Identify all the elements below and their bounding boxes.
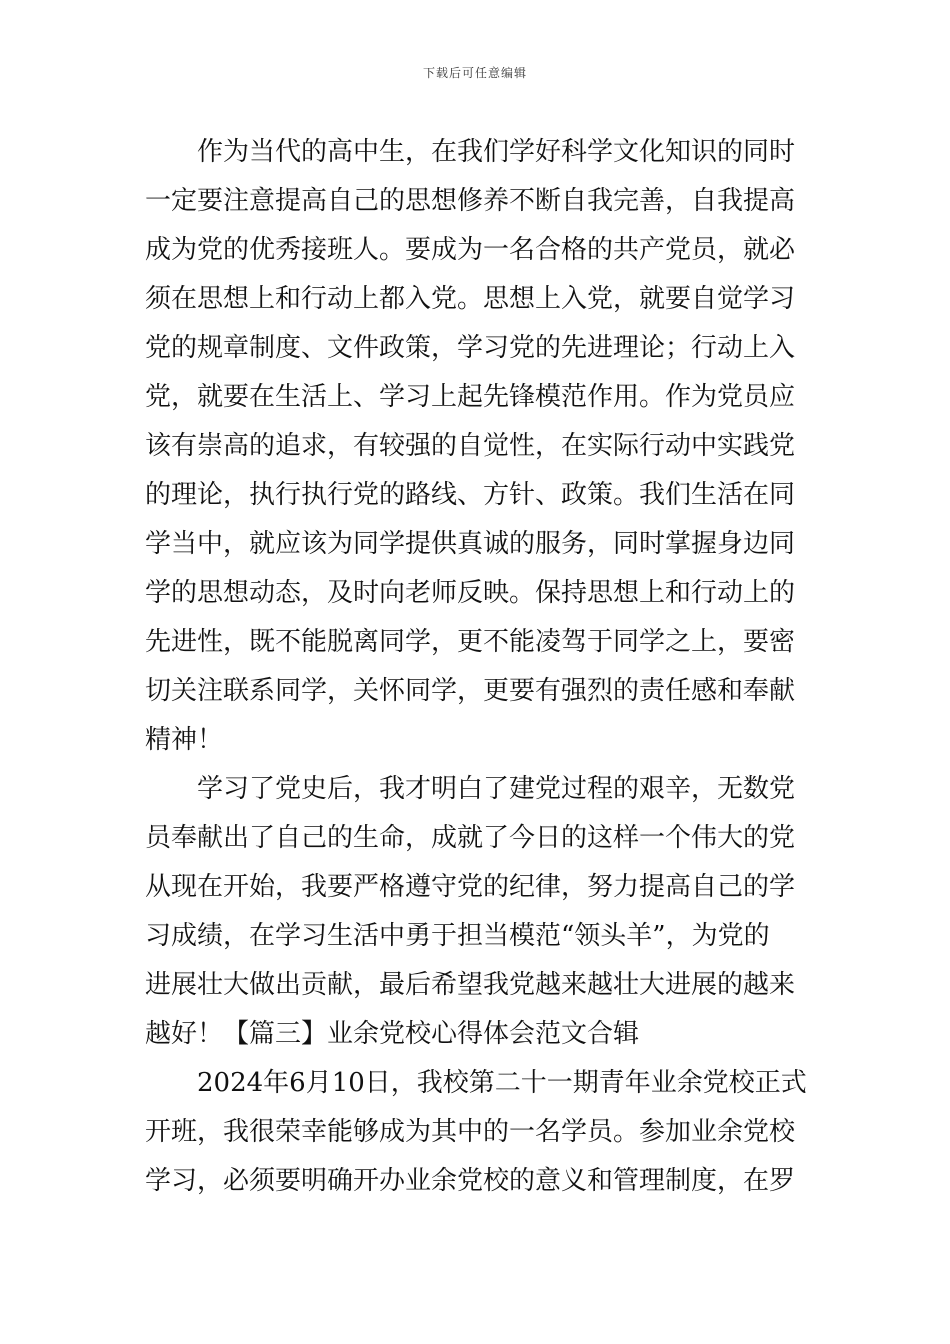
text-line: 成为党的优秀接班人。要成为一名合格的共产党员，就必 (145, 235, 796, 265)
text-line: 从现在开始，我要严格遵守党的纪律，努力提高自己的学 (145, 872, 796, 902)
body-text (145, 128, 810, 1206)
text-line: 学当中，就应该为同学提供真诚的服务，同时掌握身边同 (145, 529, 796, 559)
text-line: 先进性，既不能脱离同学，更不能凌驾于同学之上，要密 (145, 627, 796, 657)
text-line: 习成绩，在学习生活中勇于担当模范“领头羊”，为党的 (145, 921, 770, 951)
text-line: 学习，必须要明确开办业余党校的意义和管理制度，在罗 (145, 1166, 796, 1196)
text-line: 党，就要在生活上、学习上起先锋模范作用。作为党员应 (145, 382, 796, 412)
text-line: 作为当代的高中生，在我们学好科学文化知识的同时 (197, 137, 796, 167)
text-line: 的理论，执行执行党的路线、方针、政策。我们生活在同 (145, 480, 796, 510)
text-line: 学的思想动态，及时向老师反映。保持思想上和行动上的 (145, 578, 796, 608)
text-line: 党的规章制度、文件政策，学习党的先进理论；行动上入 (145, 333, 796, 363)
text-line: 开班，我很荣幸能够成为其中的一名学员。参加业余党校 (145, 1117, 796, 1147)
text-line: 进展壮大做出贡献，最后希望我党越来越壮大进展的越来 (145, 970, 796, 1000)
text-line: 2024年6月10日，我校第二十一期青年业余党校正式 (197, 1068, 807, 1098)
text-line: 该有崇高的追求，有较强的自觉性，在实际行动中实践党 (145, 431, 796, 461)
text-line: 学习了党史后，我才明白了建党过程的艰辛，无数党 (197, 774, 796, 804)
text-line: 须在思想上和行动上都入党。思想上入党，就要自觉学习 (145, 284, 796, 314)
text-line: 越好！【篇三】业余党校心得体会范文合辑 (145, 1019, 640, 1049)
text-line: 员奉献出了自己的生命，成就了今日的这样一个伟大的党 (145, 823, 796, 853)
header-note: 下载后可任意编辑 (422, 66, 527, 80)
text-line: 一定要注意提高自己的思想修养不断自我完善，自我提高 (145, 186, 796, 216)
text-line: 精神！ (145, 725, 224, 755)
text-line: 切关注联系同学，关怀同学，更要有强烈的责任感和奉献 (145, 676, 796, 706)
